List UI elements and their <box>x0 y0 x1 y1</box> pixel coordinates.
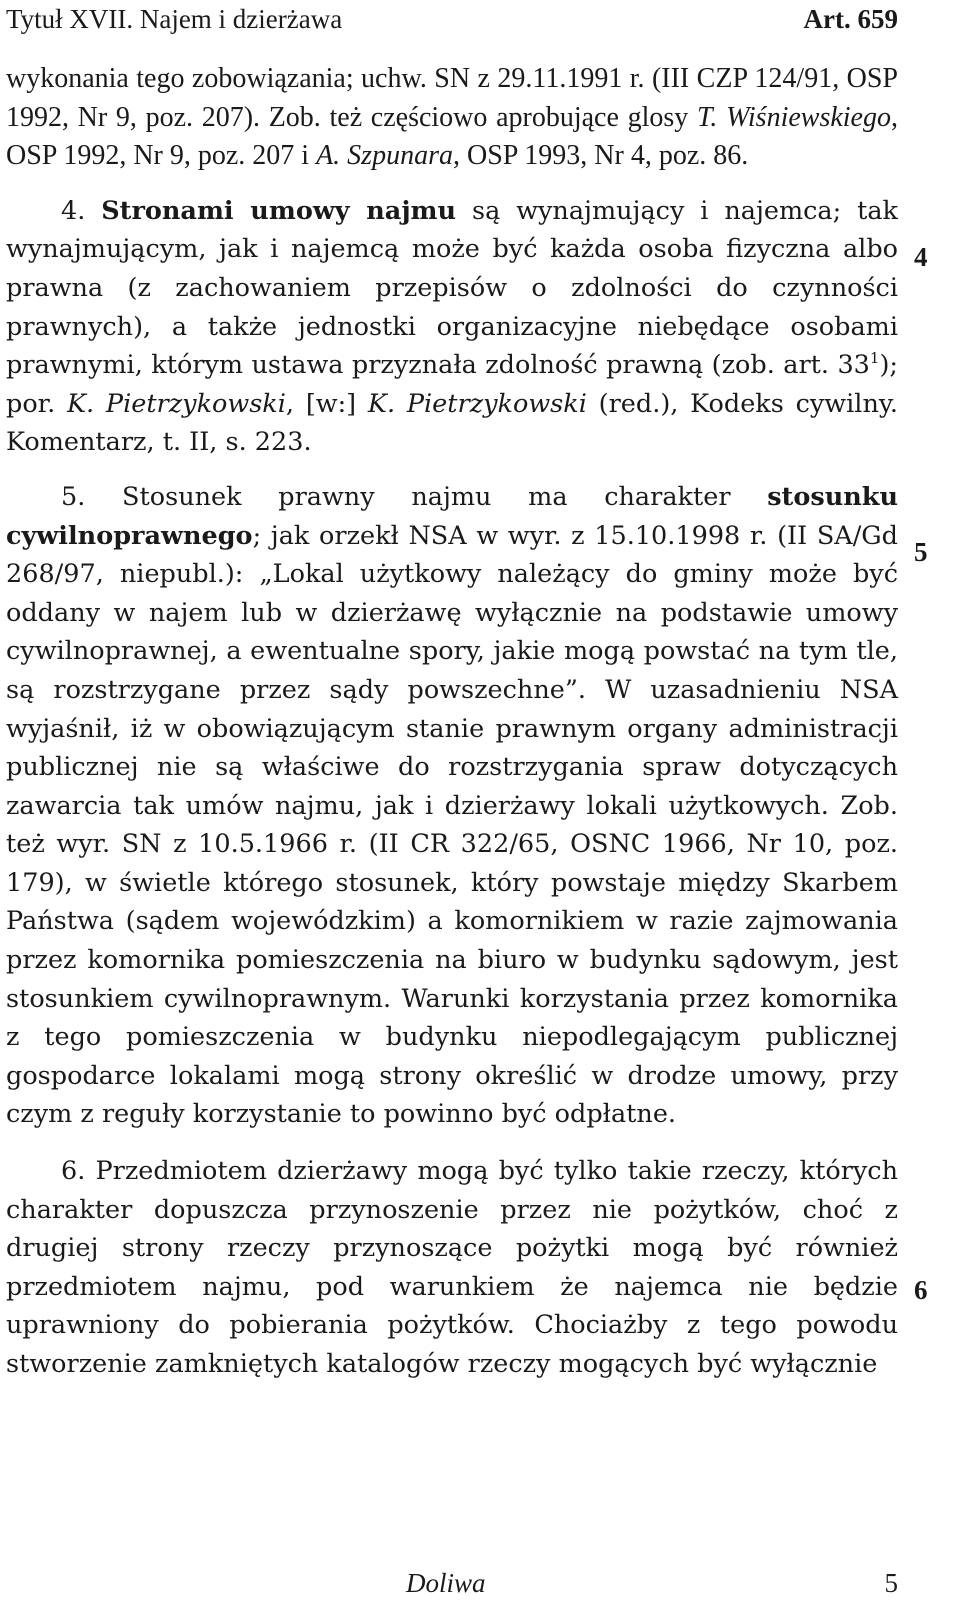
text-run: , OSP 1993, Nr 4, poz. 86. <box>452 140 749 172</box>
paragraph-4 <box>6 192 898 462</box>
paragraph-gap <box>6 1134 898 1152</box>
superscript: 1 <box>869 349 880 368</box>
header-title: Tytuł XVII. Najem i dzierżawa <box>6 4 343 34</box>
document-body <box>6 60 898 1384</box>
running-header <box>6 2 898 36</box>
bold-term: stosunku cywilnoprawnego <box>6 481 898 551</box>
paragraph-number: 6. <box>61 1156 86 1187</box>
header-article: Art. 659 <box>803 4 898 34</box>
text-run: ; jak orzekł NSA w wyr. z 15.10.1998 r. (II SA/Gd 268/97, niepubl.): „Lokal użytkowy należący do gminy może być oddany w najem lub w dzierżawę wyłącznie na podstawie umowy cywilnoprawnej, a ewentualne spory, jakie mogą powstać na tym tle, są rozstrzygane przez sądy powszechne”. W uzasadnieniu NSA wyjaśnił, iż w obowiązującym stanie prawnym organy administracji publicznej nie są właściwe do rozstrzygania spraw dotyczących zawarcia tak umów najmu, jak i dzierżawy lokali użytkowych. Zob. też wyr. SN z 10.5.1966 r. (II CR 322/65, OSNC 1966, Nr 10, poz. 179), w świetle którego stosunek, który powstaje między Skarbem Państwa (sądem wojewódzkim) a komornikiem w razie zajmowania przez komornika pomieszczenia na biuro w budynku sądowym, jest stosunkiem cywilnoprawnym. Warunki korzystania przez komornika z tego pomieszczenia w budynku niepodlegającym publicznej gospodarce lokalami mogą strony określić w drodze umowy, przy czym z reguły korzystanie to powinno być odpłatne. <box>6 520 898 1130</box>
author-name: K. Pietrzykowski <box>66 388 286 419</box>
text-run: , [w:] <box>285 388 368 419</box>
margin-number-4: 4 <box>914 242 928 272</box>
text-run: wykonania tego zobowiązania; uchw. SN z 29.11.1991 r. (III CZP 124/91, OSP 1992, Nr 9, poz. 207). Zob. też częściowo aprobujące glosy <box>6 63 898 133</box>
margin-number-6: 6 <box>914 1275 928 1305</box>
footer-author: Doliwa <box>406 1568 486 1598</box>
bold-term: Stronami umowy najmu <box>101 195 457 226</box>
author-name: K. Pietrzykowski <box>367 388 587 419</box>
text-run: są wynajmujący i najemca; tak wynajmującym, jak i najemcą może być każda osoba fizyczna albo prawna (z zachowaniem przepisów o zdolności do czynności prawnych), a także jednostki organizacyjne niebędące osobami prawnymi, którym ustawa przyznała zdolność prawną (zob. art. 33 <box>6 195 899 381</box>
paragraph-gap <box>6 462 898 478</box>
text-run: , OSP 1992, Nr 9, poz. 207 i <box>6 101 898 172</box>
margin-number-5: 5 <box>914 537 928 567</box>
text-run: (red.), Kodeks cywilny. Komentarz, t. II, s. 223. <box>6 388 898 458</box>
paragraph-continuation <box>6 60 898 176</box>
text-run: ); por. <box>6 350 898 419</box>
author-name: T. Wiśniewskiego <box>696 101 891 133</box>
page-number: 5 <box>884 1568 898 1598</box>
paragraph-number: 5. <box>61 481 86 512</box>
paragraph-5 <box>6 478 898 1134</box>
text-run: Stosunek prawny najmu ma charakter <box>85 481 768 512</box>
text-run: Przedmiotem dzierżawy mogą być tylko takie rzeczy, których charakter dopuszcza przynoszenie przez nie pożytków, choć z drugiej strony rzeczy przynoszące pożytki mogą być również przedmiotem najmu, pod warunkiem że najemca nie będzie uprawniony do pobierania pożytków. Chociażby z tego powodu stworzenie zamkniętych katalogów rzeczy mogących być wyłącznie <box>6 1156 898 1379</box>
paragraph-number: 4. <box>61 195 86 226</box>
paragraph-gap <box>6 176 898 192</box>
paragraph-6 <box>6 1152 898 1384</box>
author-name: A. Szpunara <box>316 140 453 172</box>
